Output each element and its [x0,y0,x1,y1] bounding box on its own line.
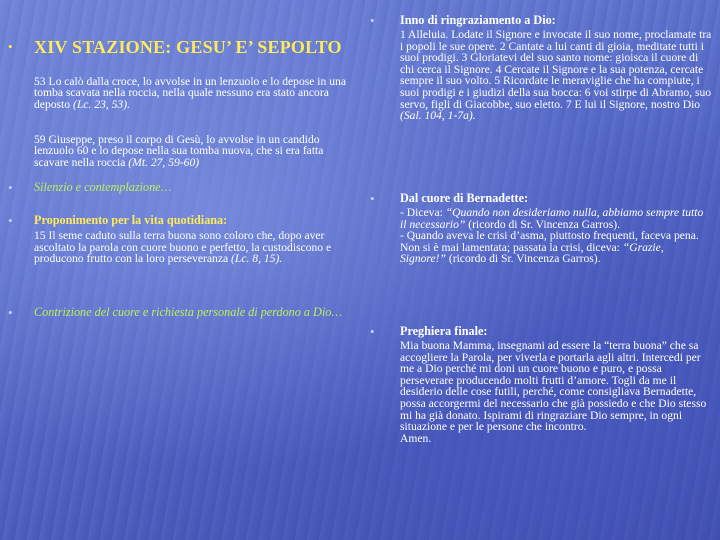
bernadette-quote-2 [400,230,712,265]
proposito-text: 15 Il seme caduto sulla terra buona sono coloro che, dopo aver ascoltato la parola con cuore buono e perfetto, la custodiscono e producono frutto con la loro perseveranza [34,229,332,266]
prayer-amen: Amen. [400,431,432,445]
prayer-text: Mia buona Mamma, insegnami ad essere la “terra buona” che sa accogliere la Parola, per viverla e portarla agli altri. Intercedi per me a Dio perché mi doni un cuore buono e puro, e possa perseverare producendo molti frutti d’amore. Togli da me il desiderio delle cose futili, perché, come consigliava Bernadette, possa accorgermi del necessario che già possiedo e che Dio stesso mi ha già donato. Ispirami di ringraziare Dio sempre, in ogni situazione e per le persone che incontro. [400,339,707,434]
bullet-icon: • [8,180,13,195]
bern-2-quote: “Grazie, Signore!” [400,240,664,266]
proposito-title: Proponimento per la vita quotidiana: [34,213,228,227]
passage-matthew-ref: (Mt. 27, 59-60) [128,155,200,169]
bullet-icon: • [370,13,375,28]
gospel-passage [34,64,348,168]
inno-body [400,29,712,122]
bern-2-intro: - Quando aveva le crisi d’asma, piuttosto frequenti, faceva pena. Non si è mai lamentata; passata la crisi, diceva: [400,229,699,254]
passage-luke-text: 53 Lo calò dalla croce, lo avvolse in un lenzuolo e lo depose in una tomba scavata nella roccia, nella quale nessuno era stato ancora deposto [34,74,346,111]
bullet-icon: • [8,305,13,320]
proposito-body [34,230,348,265]
bern-1-quote: “Quando non desideriamo nulla, abbiamo sempre tutto il necessario” [400,206,704,231]
bern-1-intro: - Diceva: [400,206,446,219]
bern-1-source: (ricordo di Sr. Vincenza Garros). [465,217,620,231]
inno-title: Inno di ringraziamento a Dio: [400,13,556,27]
silence-text: Silenzio e contemplazione… [34,180,172,194]
bern-2-source: (ricordo di Sr. Vincenza Garros). [445,252,601,266]
passage-matthew-text: 59 Giuseppe, preso il corpo di Gesù, lo avvolse in un candido lenzuolo 60 e lo depose nella sua tomba nuova, che si era fatta scavare nella roccia [34,132,324,169]
bullet-icon: • [370,324,375,339]
bullet-icon: • [8,213,13,228]
prayer-title: Preghiera finale: [400,324,488,338]
bullet-icon: • [370,191,375,206]
bullet-icon: • [8,39,13,54]
proposito-ref: (Lc. 8, 15). [231,252,283,266]
inno-ref: (Sal. 104, 1-7a). [400,109,476,123]
inno-text: 1 Alleluia. Lodate il Signore e invocate il suo nome, proclamate tra i popoli le sue opere. 2 Cantate a lui canti di gioia, meditate tutti i suoi prodigi. 3 Gloriatevi del suo santo nome: gioisca il cuore di chi cerca il Signore. 4 Cercate il Signore e la sua potenza, cercate sempre il suo volto. 5 Ricordate le meraviglie che ha compiute, i suoi prodigi e i giudizi della sua bocca: 6 voi stirpe di Abramo, suo servo, figli di Giacobbe, suo eletto. 7 E lui il Signore, nostro Dio [400,28,712,111]
passage-luke-ref: (Lc. 23, 53). [72,97,130,111]
station-title: XIV STAZIONE: GESU’ E’ SEPOLTO [34,37,342,57]
bernadette-quote-1 [400,207,712,230]
bernadette-title: Dal cuore di Bernadette: [400,191,529,205]
contrizione-text: Contrizione del cuore e richiesta personale di perdono a Dio… [34,305,343,319]
